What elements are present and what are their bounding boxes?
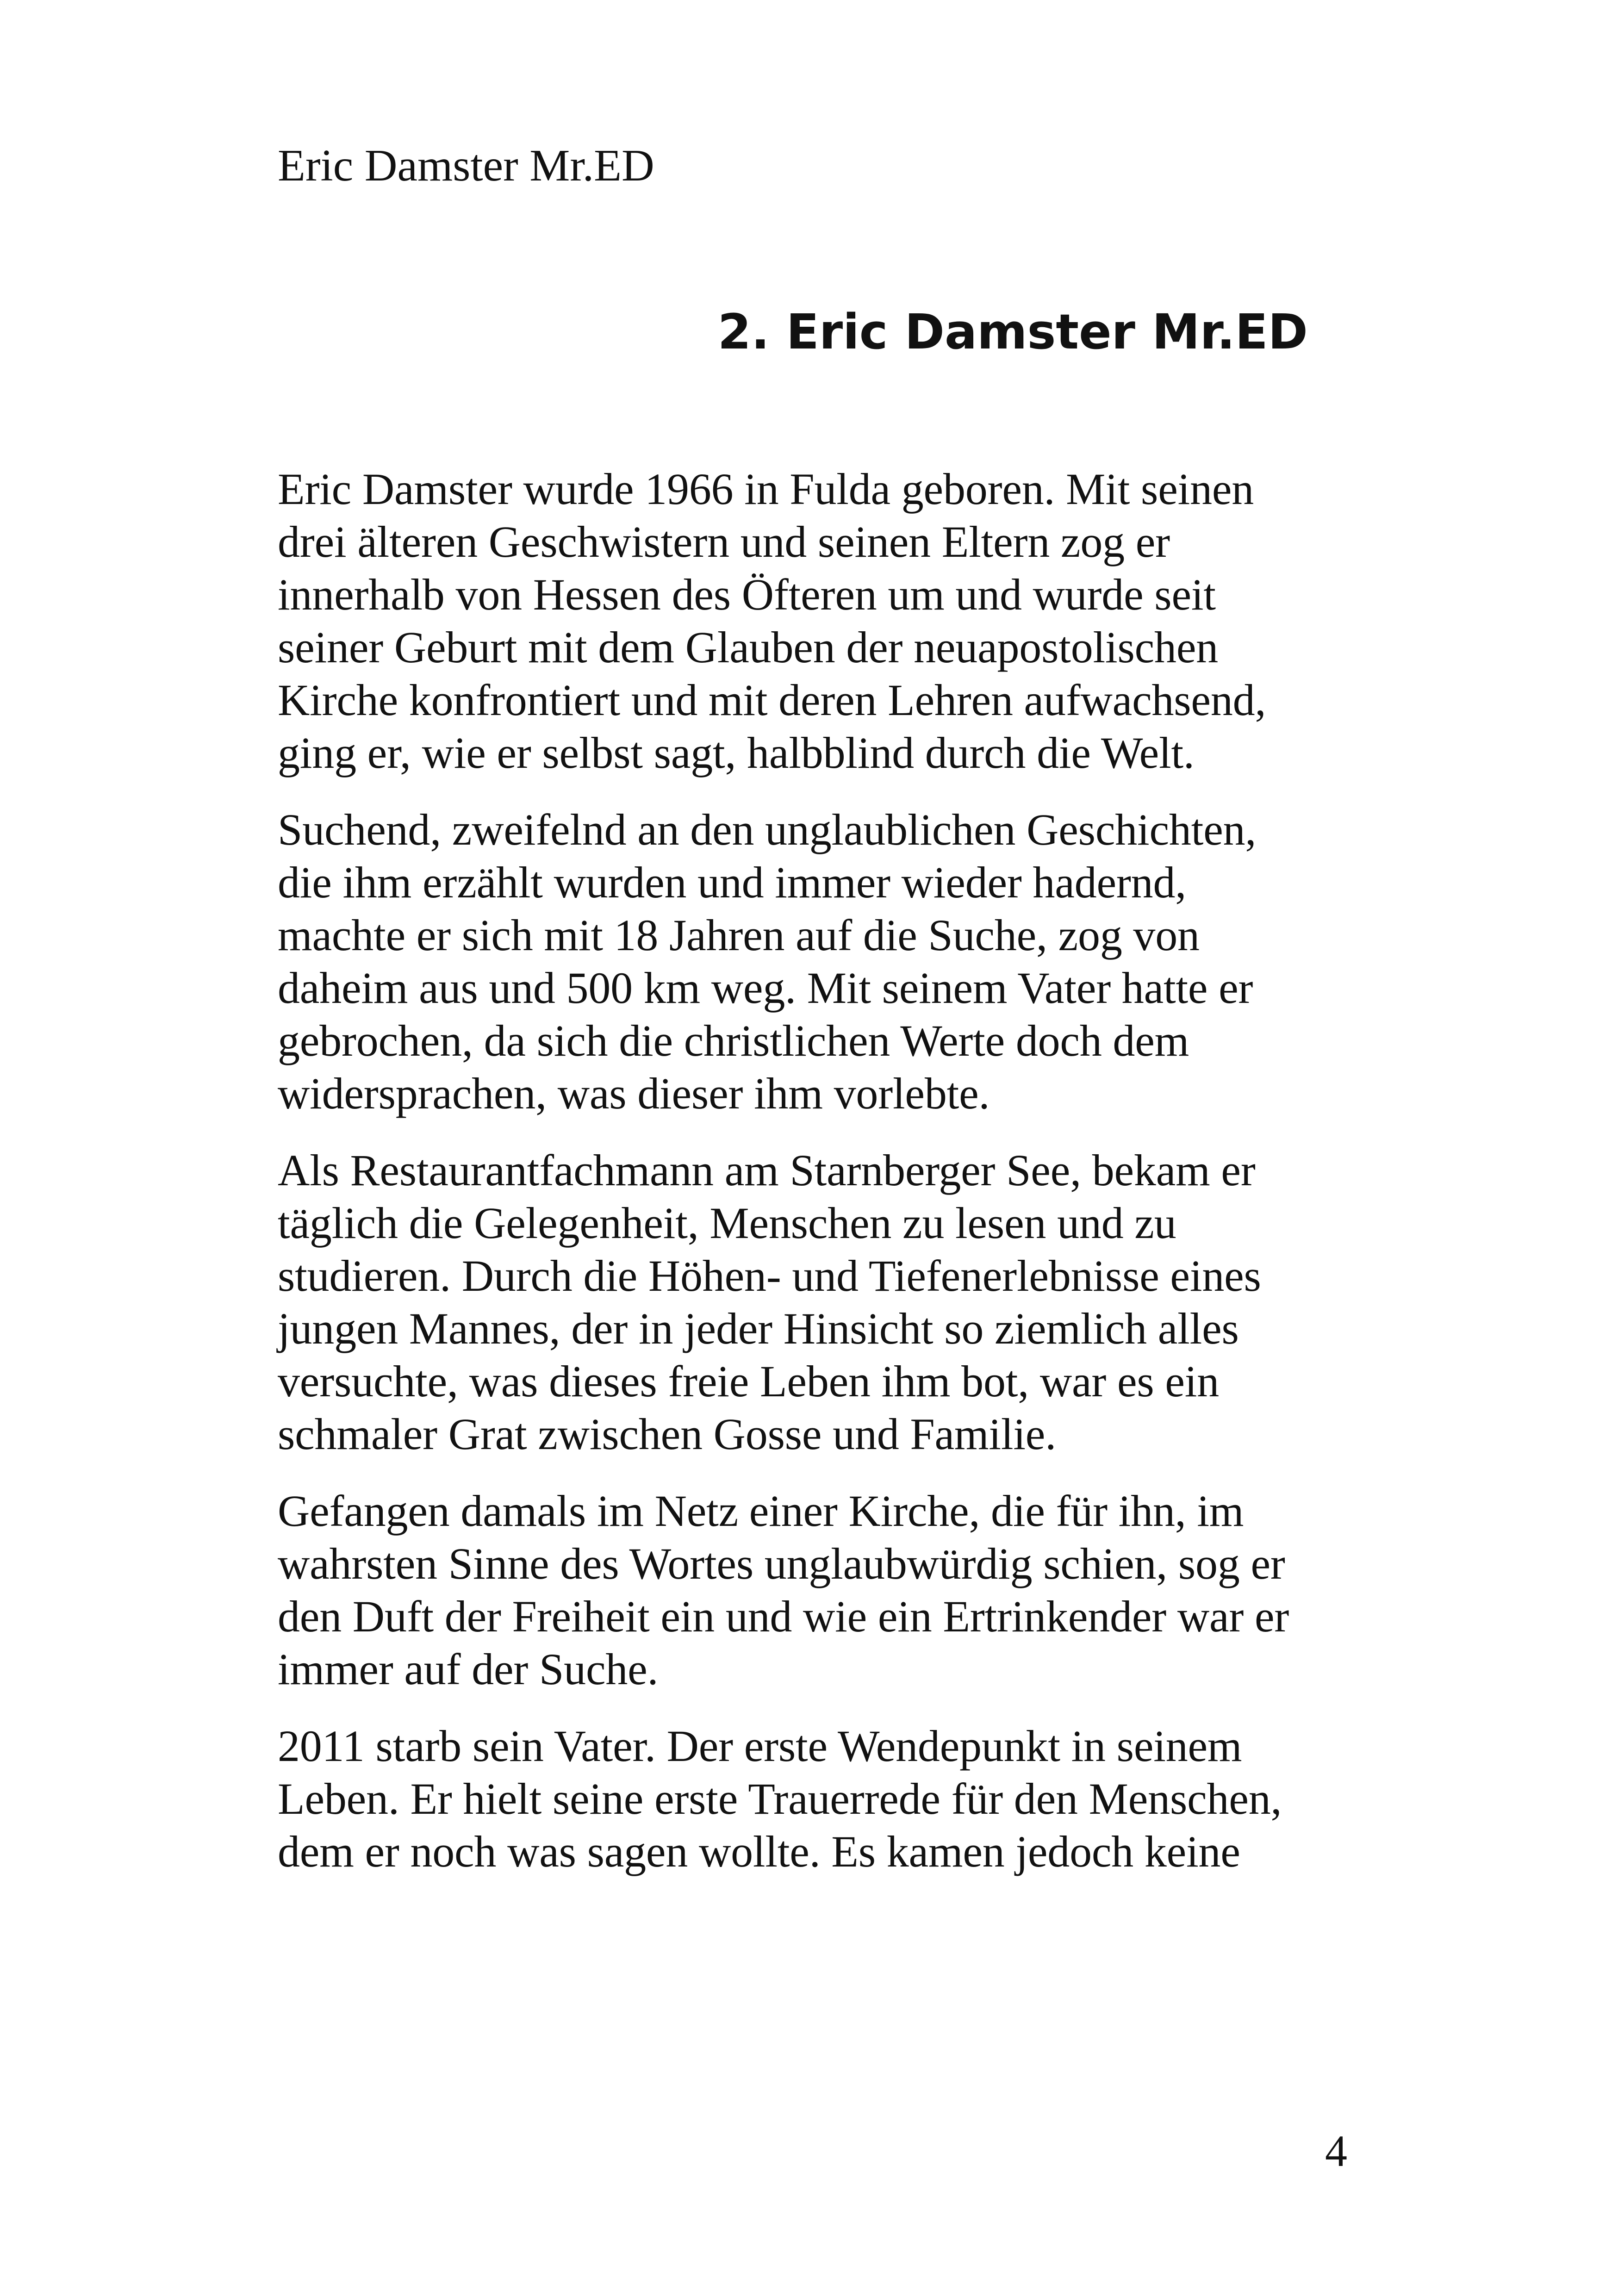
text-line: versuchte, was dieses freie Leben ihm bot, war es ein	[278, 1356, 1219, 1406]
text-line: drei älteren Geschwistern und seinen Eltern zog er	[278, 517, 1170, 566]
text-line: 2011 starb sein Vater. Der erste Wendepunkt in seinem	[278, 1721, 1242, 1771]
text-line: schmaler Grat zwischen Gosse und Familie.	[278, 1409, 1057, 1459]
text-line: Gefangen damals im Netz einer Kirche, die für ihn, im	[278, 1486, 1244, 1536]
text-line: Eric Damster wurde 1966 in Fulda geboren. Mit seinen	[278, 464, 1254, 514]
text-line: Leben. Er hielt seine erste Trauerrede für den Menschen,	[278, 1774, 1282, 1823]
text-line: wahrsten Sinne des Wortes unglaubwürdig schien, sog er	[278, 1539, 1285, 1588]
text-line: daheim aus und 500 km weg. Mit seinem Vater hatte er	[278, 963, 1253, 1013]
text-line: Suchend, zweifelnd an den unglaublichen Geschichten,	[278, 805, 1257, 854]
paragraph-3	[278, 1144, 1351, 1461]
running-header: Eric Damster Mr.ED	[278, 141, 654, 191]
paragraph-4	[278, 1485, 1351, 1696]
paragraph-2	[278, 803, 1351, 1120]
text-line: seiner Geburt mit dem Glauben der neuapostolischen	[278, 622, 1219, 672]
text-line: den Duft der Freiheit ein und wie ein Ertrinkender war er	[278, 1592, 1289, 1641]
text-line: Kirche konfrontiert und mit deren Lehren aufwachsend,	[278, 675, 1266, 725]
text-line: gebrochen, da sich die christlichen Werte doch dem	[278, 1016, 1189, 1065]
text-line: dem er noch was sagen wollte. Es kamen jedoch keine	[278, 1827, 1240, 1876]
text-line: immer auf der Suche.	[278, 1644, 659, 1694]
text-line: Als Restaurantfachmann am Starnberger See, bekam er	[278, 1145, 1256, 1195]
text-line: studieren. Durch die Höhen- und Tiefenerlebnisse eines	[278, 1251, 1261, 1300]
paragraph-5	[278, 1720, 1351, 1878]
body-text	[278, 463, 1351, 1902]
text-line: täglich die Gelegenheit, Menschen zu lesen und zu	[278, 1198, 1176, 1248]
text-line: widersprachen, was dieser ihm vorlebte.	[278, 1069, 990, 1118]
text-line: ging er, wie er selbst sagt, halbblind durch die Welt.	[278, 728, 1195, 778]
text-line: die ihm erzählt wurden und immer wieder hadernd,	[278, 858, 1187, 907]
text-line: machte er sich mit 18 Jahren auf die Suche, zog von	[278, 910, 1200, 960]
text-line: jungen Mannes, der in jeder Hinsicht so ziemlich alles	[278, 1304, 1239, 1353]
text-line: innerhalb von Hessen des Öfteren um und wurde seit	[278, 570, 1216, 619]
paragraph-1	[278, 463, 1351, 779]
page-number: 4	[1325, 2126, 1347, 2176]
chapter-title: 2. Eric Damster Mr.ED	[717, 304, 1308, 360]
